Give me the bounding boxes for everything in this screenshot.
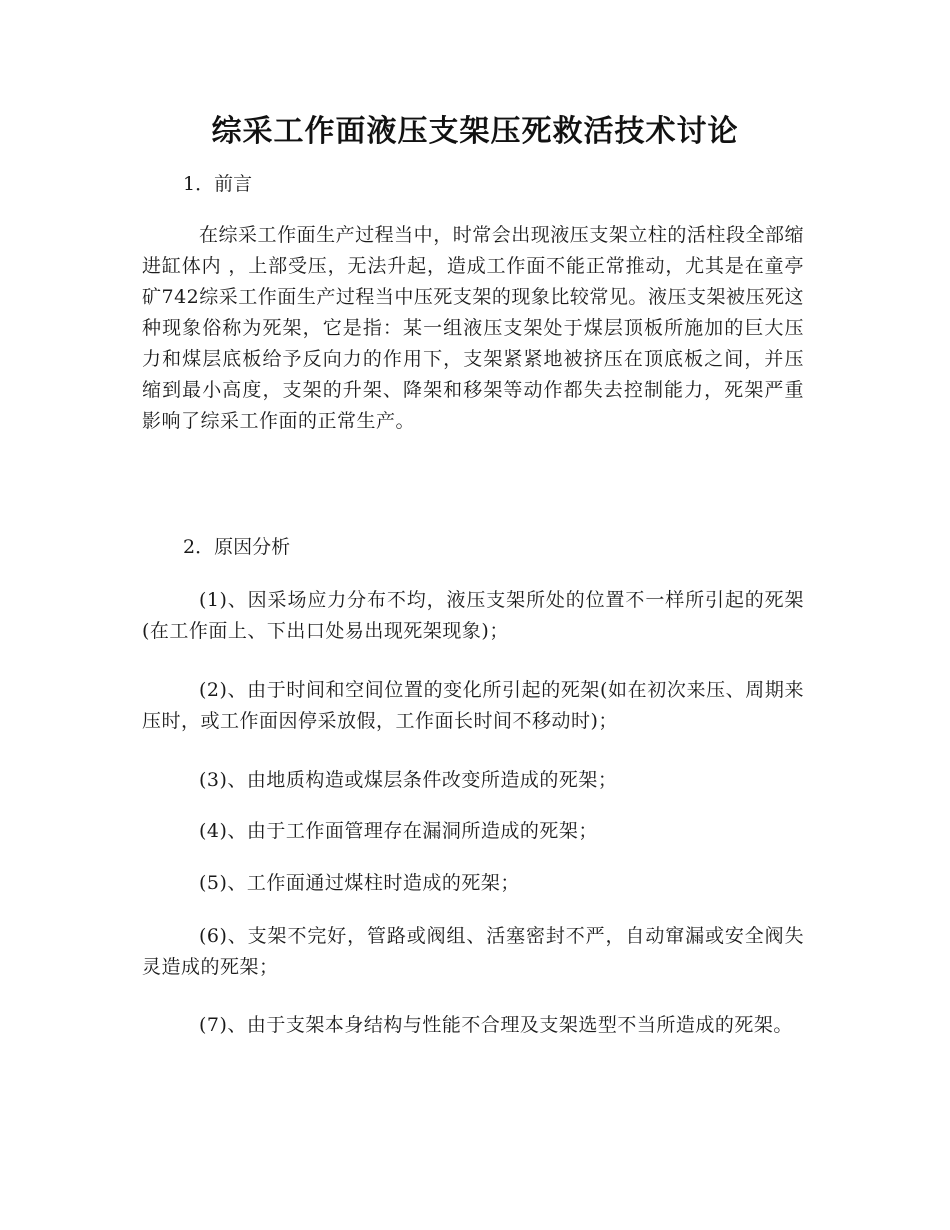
- cause-item-1: (1)、因采场应力分布不均，液压支架所处的位置不一样所引起的死架(在工作面上、下出口处易出现死架现象)；: [142, 589, 804, 642]
- cause-item-2: (2)、由于时间和空间位置的变化所引起的死架(如在初次来压、周期来压时，或工作面因停采放假，工作面长时间不移动时)；: [142, 679, 804, 732]
- cause-item-4: (4)、由于工作面管理存在漏洞所造成的死架；: [199, 820, 598, 842]
- section-heading-preface: 1．前言: [183, 173, 253, 195]
- cause-item-7: (7)、由于支架本身结构与性能不合理及支架选型不当所造成的死架。: [199, 1014, 793, 1036]
- preface-paragraph: 在综采工作面生产过程当中，时常会出现液压支架立柱的活柱段全部缩进缸体内 ，上部受压，无法升起，造成工作面不能正常推动，尤其是在童亭矿742综采工作面生产过程当中压死支架的现象比较常见。液压支架被压死这种现象俗称为死架，它是指：某一组液压支架处于煤层顶板所施加的巨大压力和煤层底板给予反向力的作用下，支架紧紧地被挤压在顶底板之间，并压缩到最小高度，支架的升架、降架和移架等动作都失去控制能力，死架严重影响了综采工作面的正常生产。: [142, 224, 804, 432]
- cause-item-5: (5)、工作面通过煤柱时造成的死架；: [199, 872, 520, 894]
- cause-item-6: (6)、支架不完好，管路或阀组、活塞密封不严，自动窜漏或安全阀失灵造成的死架；: [142, 925, 804, 978]
- section-heading-cause-analysis: 2．原因分析: [183, 536, 291, 558]
- cause-item-3: (3)、由地质构造或煤层条件改变所造成的死架；: [199, 769, 618, 791]
- document-title: 综采工作面液压支架压死救活技术讨论: [211, 114, 739, 149]
